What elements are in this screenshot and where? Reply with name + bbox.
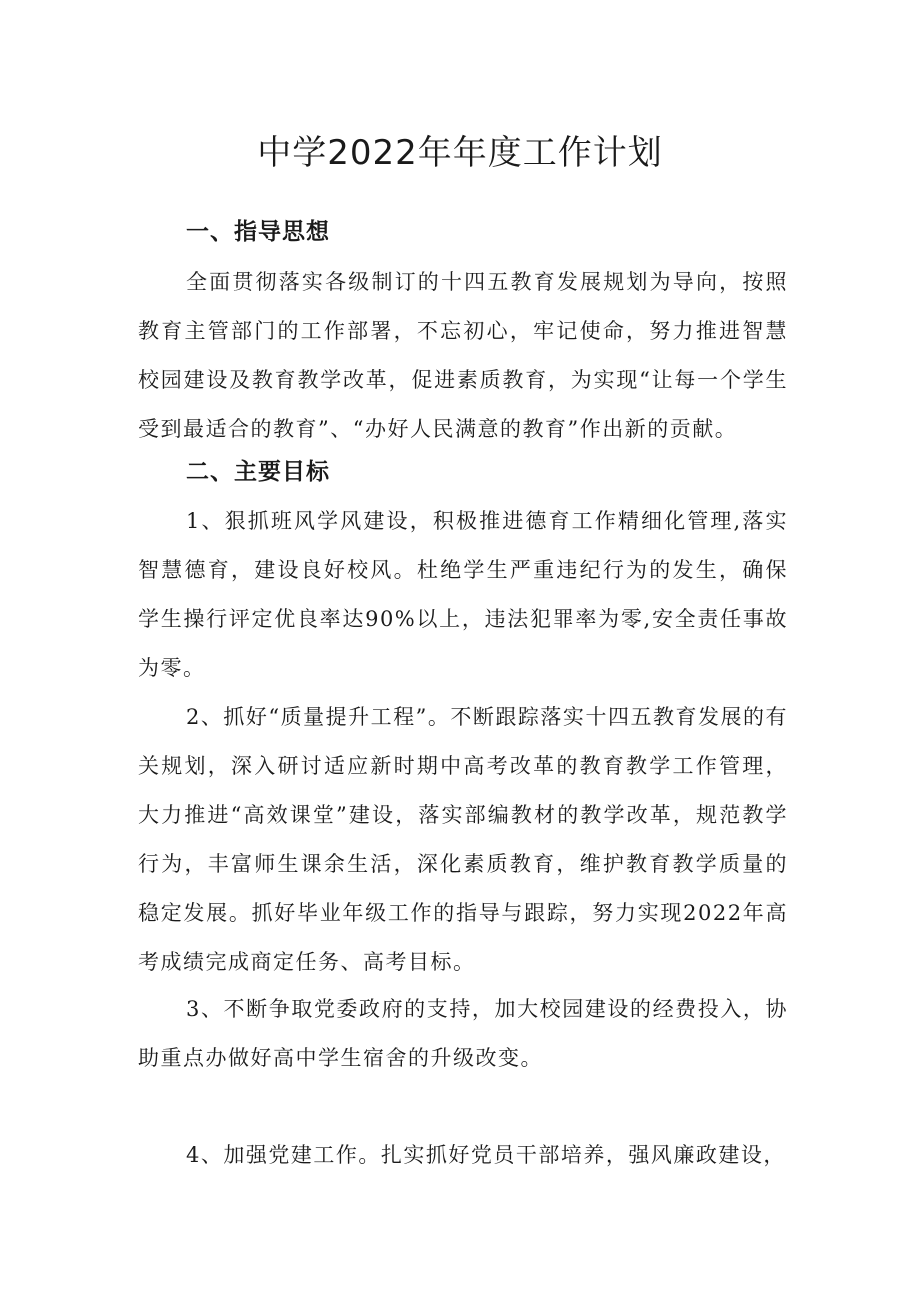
section-heading-guiding-thought: 一、指导思想 [186, 219, 330, 245]
paragraph-goal-1: 1、狠抓班风学风建设，积极推进德育工作精细化管理,落实智慧德育，建设良好校风。杜绝学生严重违纪行为的发生，确保学生操行评定优良率达90%以上，违法犯罪率为零,安全责任事故为零。 [138, 509, 788, 680]
paragraph-guiding-thought: 全面贯彻落实各级制订的十四五教育发展规划为导向，按照教育主管部门的工作部署，不忘初心，牢记使命，努力推进智慧校园建设及教育教学改革，促进素质教育，为实现“让每一个学生受到最适合的教育”、“办好人民满意的教育”作出新的贡献。 [138, 270, 788, 441]
paragraph-goal-3: 3、不断争取党委政府的支持，加大校园建设的经费投入，协助重点办做好高中学生宿舍的升级改变。 [138, 997, 788, 1070]
paragraph-goal-4: 4、加强党建工作。扎实抓好党员干部培养，强风廉政建设， [186, 1143, 786, 1167]
document-title: 中学2022年年度工作计划 [257, 133, 663, 173]
paragraph-goal-2: 2、抓好“质量提升工程”。不断跟踪落实十四五教育发展的有关规划，深入研讨适应新时期中高考改革的教育教学工作管理，大力推进“高效课堂”建设，落实部编教材的教学改革，规范教学行为，丰富师生课余生活，深化素质教育，维护教育教学质量的稳定发展。抓好毕业年级工作的指导与跟踪，努力实现2022年高考成绩完成商定任务、高考目标。 [138, 705, 788, 974]
section-heading-main-goals: 二、主要目标 [186, 459, 330, 485]
